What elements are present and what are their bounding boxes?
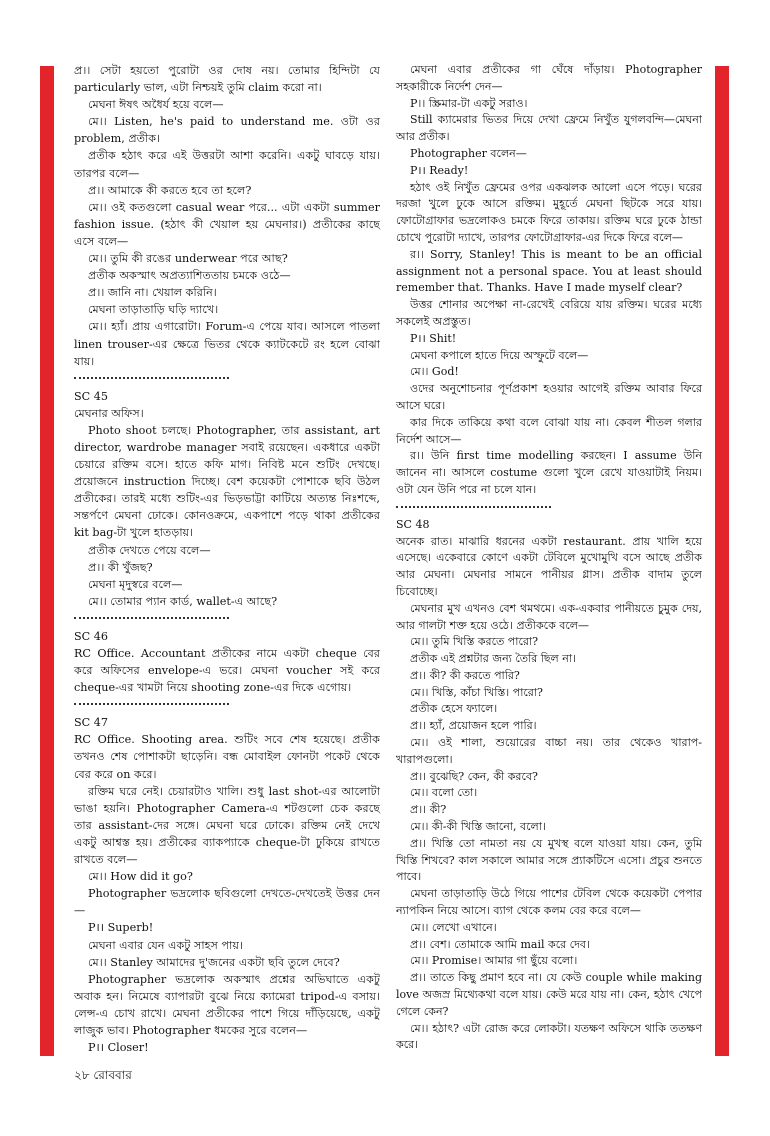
script-paragraph: RC Office. Shooting area. শুটিং সবে শেষ হয়েছে। প্রতীক তখনও শেষ পোশাকটা ছাড়েনি। বন্ধ মোবাইল ফোনটা পকেট থেকে বের করে on করে।: [74, 733, 380, 781]
script-paragraph: মেঘনা তাড়াতাড়ি ঘড়ি দ্যাখে।: [88, 303, 219, 317]
scene-heading: SC 47: [74, 716, 109, 730]
script-paragraph: P।। Shit!: [410, 331, 457, 345]
right-column: [396, 62, 702, 1054]
script-paragraph: মে।। তুমি খিস্তি করতে পারো?: [410, 635, 538, 649]
script-paragraph: মে।। Listen, he's paid to understand me. ওটা ওর problem, প্রতীক।: [74, 115, 380, 146]
script-paragraph: মে।। Promise। আমার গা ছুঁয়ে বলো।: [410, 954, 578, 968]
script-paragraph: প্র।। বুঝেছি? কেন, কী করবে?: [410, 769, 538, 783]
scene-divider: [74, 703, 229, 705]
script-paragraph: প্র।। আমাকে কী করতে হবে তা হলে?: [88, 183, 252, 197]
script-paragraph: মে।। Stanley আমাদের দু'জনের একটা ছবি তুলে দেবে?: [88, 955, 340, 969]
script-paragraph: র।। উনি first time modelling করছেন। I assume উনি জানেন না। আসলে costume গুলো খুলে রেখে যাওয়াটাই নিয়ম। ওটা যেন উনি পরে না চলে যান।: [396, 449, 702, 496]
page-footer: ২৮ রোববার: [74, 1068, 132, 1082]
script-paragraph: প্রতীক হেসে ফ্যালে।: [410, 702, 498, 716]
script-paragraph: হঠাৎ ওই নিখুঁত ফ্রেমের ওপর একঝলক আলো এসে পড়ে। ঘরের দরজা খুলে ঢুকে আসে রক্তিম। মুহূর্তে মেঘনা ছিটকে সরে যায়। ফোটোগ্রাফার ভদ্রলোকও চমকে ফিরে তাকায়। রক্তিম ঘরে ঢুকে ঠান্ডা চোখে পুরোটা দ্যাখে, তারপর ফোটোগ্রাফার-এর দিকে ফিরে বলে—: [396, 180, 702, 244]
left-column: [74, 62, 380, 1056]
script-paragraph: প্র।। খিস্তি তো নামতা নয় যে মুখস্থ বলে যাওয়া যায়। কেন, তুমি খিস্তি শিখবে? কাল সকালে আমার সঙ্গে প্র্যাকটিসে এসো। প্রচুর শুনতে পাবে।: [396, 836, 702, 884]
right-margin-bar: [715, 66, 729, 1056]
script-paragraph: রক্তিম ঘরে নেই। চেয়ারটাও খালি। শুধু last shot-এর আলোটা ভাঙা হয়নি। Photographer Camera-এ শটগুলো চেক করছে তার assistant-দের সঙ্গে। মেঘনা ঘরে ঢোকে। রক্তিম নেই দেখে একটু আশ্বস্ত হয়। প্রতীকের ব্যাকপ্যাকে cheque-টা ঢুকিয়ে রাখতে রাখতে বলে—: [74, 784, 380, 867]
script-paragraph: প্রতীক অকস্মাৎ অপ্রত্যাশিততায় চমকে ওঠে—: [88, 269, 291, 283]
script-paragraph: মে।। হ্যাঁ। প্রায় এগারোটা। Forum-এ পেয়ে যাব। আসলে পাতলা linen trouser-এর ক্ষেত্রে ভিতর থেকে ক্যাটকেটে রং হলে বোঝা যায়।: [74, 320, 380, 368]
script-paragraph: প্র।। কী?: [410, 803, 447, 817]
script-paragraph: মে।। ওই শালা, শুয়োরের বাচ্চা নয়। তার থেকেও খারাপ-খারাপগুলো।: [396, 736, 702, 766]
script-paragraph: মে।। হঠাৎ? এটা রোজ করে লোকটা। যতক্ষণ অফিসে থাকি ততক্ষণ করে।: [396, 1021, 702, 1052]
script-paragraph: প্রতীক হঠাৎ করে এই উত্তরটা আশা করেনি। একটু ঘাবড়ে যায়। তারপর বলে—: [74, 149, 380, 180]
script-paragraph: মেঘনা তাড়াতাড়ি উঠে গিয়ে পাশের টেবিল থেকে কয়েকটা পেপার ন্যাপকিন নিয়ে আসে। ব্যাগ থেকে কলম বের করে বলে—: [396, 887, 702, 918]
script-paragraph: মে।। How did it go?: [88, 870, 193, 884]
script-paragraph: P।। Ready!: [410, 163, 469, 177]
script-paragraph: প্র।। কী খুঁজছ?: [88, 560, 153, 574]
script-paragraph: P।। স্ক্রিমার-টা একটু সরাও।: [410, 96, 528, 110]
script-paragraph: P।। Closer!: [88, 1041, 149, 1055]
script-paragraph: উত্তর শোনার অপেক্ষা না-রেখেই বেরিয়ে যায় রক্তিম। ঘরের মধ্যে সকলেই অপ্রস্তুত।: [396, 298, 702, 328]
script-paragraph: কার দিকে তাকিয়ে কথা বলে বোঝা যায় না। কেবল শীতল গলার নির্দেশ আসে—: [396, 415, 702, 446]
script-paragraph: অনেক রাত। মাঝারি ধরনের একটা restaurant. প্রায় খালি হয়ে এসেছে। একেবারে কোণে একটা টেবিলে মুখোমুখি বসে আছে প্রতীক আর মেঘনা। মেঘনার সামনে পানীয়র গ্লাস। প্রতীক বাদাম তুলে চিবোচ্ছে।: [396, 534, 702, 598]
script-paragraph: Photographer বলেন—: [410, 146, 527, 160]
script-paragraph: প্র।। সেটা হয়তো পুরোটা ওর দোষ নয়। তোমার হিন্দিটা যে particularly ভাল, এটা নিশ্চয়ই তুমি claim করো না।: [74, 64, 380, 95]
script-paragraph: মে।। God!: [410, 365, 459, 379]
script-paragraph: মেঘনা মৃদুস্বরে বলে—: [88, 577, 183, 591]
scene-divider: [396, 506, 551, 508]
script-paragraph: RC Office. Accountant প্রতীকের নামে একটা cheque বের করে অফিসের envelope-এ ভরে। মেঘনা voucher সই করে cheque-এর খামটা নিয়ে shooting zone-এর দিকে এগোয়।: [74, 647, 380, 695]
script-paragraph: মে।। লেখো এখানে।: [410, 920, 497, 934]
script-paragraph: Photo shoot চলছে। Photographer, তার assistant, art director, wardrobe manager সবাই রয়েছেন। একধারে একটা চেয়ারে রক্তিম বসে। হাতে কফি মাগ। নিবিষ্ট মনে শুটিং দেখছে। প্রয়োজনে instruction দিচ্ছে। বেশ কয়েকটা পোশাকে ছবি উঠল প্রতীকের। তারই মধ্যে শুটিং-এর ভিড়ভাট্টা কাটিয়ে অত্যন্ত নিঃশব্দে, সন্তর্পণে মেঘনা ঢোকে। কোনওক্রমে, একপাশে পড়ে থাকা প্রতীকের kit bag-টা খুলে হাতড়ায়।: [74, 423, 380, 540]
script-paragraph: মে।। তোমার প্যান কার্ড, wallet-এ আছে?: [88, 594, 278, 608]
scene-divider: [74, 617, 229, 619]
script-paragraph: মেঘনা কপালে হাতে দিয়ে অস্ফুটে বলে—: [410, 348, 589, 362]
script-paragraph: Photographer ভদ্রলোক অকস্মাৎ প্রশ্নের অভিঘাতে একটু অবাক হন। নিমেষে ব্যাপারটা বুঝে নিয়ে ক্যামেরা tripod-এ বসায়। লেন্স-এ চোখ রাখে। মেঘনা প্রতীকের পাশে গিয়ে দাঁড়িয়েছে, একটু লাজুক ভাব। Photographer ধমকের সুরে বলেন—: [74, 972, 380, 1037]
script-paragraph: মেঘনার অফিস।: [74, 406, 144, 420]
script-paragraph: মেঘনার মুখ এখনও বেশ থমথমে। এক-একবার পানীয়তে চুমুক দেয়, আর গালটা শক্ত হয়ে ওঠে। প্রতীককে বলে—: [396, 601, 702, 632]
scene-divider: [74, 377, 229, 379]
script-paragraph: প্র।। বেশ। তোমাকে আমি mail করে দেব।: [410, 937, 590, 951]
script-paragraph: P।। Superb!: [88, 921, 154, 935]
script-paragraph: প্রতীক এই প্রশ্নটার জন্য তৈরি ছিল না।: [410, 652, 576, 666]
script-paragraph: ওদের অনুশোচনার পূর্ণপ্রকাশ হওয়ার আগেই রক্তিম আবার ফিরে আসে ঘরে।: [396, 382, 702, 412]
scene-heading: SC 46: [74, 629, 109, 643]
script-paragraph: প্র।। হ্যাঁ, প্রয়োজন হলে পারি।: [410, 719, 537, 733]
script-paragraph: মেঘনা এবার প্রতীকের গা ঘেঁষে দাঁড়ায়। Photographer সহকারীকে নির্দেশ দেন—: [396, 63, 702, 93]
script-paragraph: প্র।। কী? কী করতে পারি?: [410, 668, 520, 682]
scene-heading: SC 45: [74, 389, 109, 403]
script-paragraph: প্রতীক দেখতে পেয়ে বলে—: [88, 543, 211, 557]
script-paragraph: মে।। ওই কতগুলো casual wear পরে... এটা একটা summer fashion issue. (হঠাৎ কী খেয়াল হয় মেঘনার।) প্রতীকের কাছে এসে বলে—: [74, 200, 380, 248]
script-paragraph: র।। Sorry, Stanley! This is meant to be an official assignment not a personal space. You at least should remember that. Thanks. Have I made myself clear?: [396, 247, 702, 295]
left-margin-bar: [40, 66, 54, 1056]
script-paragraph: মে।। তুমি কী রঙের underwear পরে আছ?: [88, 252, 288, 266]
script-paragraph: মে।। কী-কী খিস্তি জানো, বলো।: [410, 820, 546, 834]
scene-heading: SC 48: [396, 517, 430, 531]
script-paragraph: প্র।। তাতে কিছু প্রমাণ হবে না। যে কেউ couple while making love অজস্র মিথ্যেকথা বলে যায়। কেউ মরে যায় না। কেন, হঠাৎ খেপে গেলে কেন?: [396, 971, 702, 1018]
script-paragraph: প্র।। জানি না। খেয়াল করিনি।: [88, 286, 217, 300]
script-paragraph: মেঘনা এবার যেন একটু সাহস পায়।: [88, 938, 243, 952]
script-paragraph: মে।। খিস্তি, কাঁচা খিস্তি। পারো?: [410, 685, 543, 699]
script-paragraph: Photographer ভদ্রলোক ছবিগুলো দেখতে-দেখতেই উত্তর দেন—: [74, 887, 380, 918]
script-paragraph: মেঘনা ঈষৎ অধৈর্য হয়ে বলে—: [88, 98, 224, 112]
script-paragraph: মে।। বলো তো।: [410, 786, 478, 800]
script-paragraph: Still ক্যামেরার ভিতর দিয়ে দেখা ফ্রেমে নিখুঁত যুগলবন্দি—মেঘনা আর প্রতীক।: [396, 113, 702, 144]
